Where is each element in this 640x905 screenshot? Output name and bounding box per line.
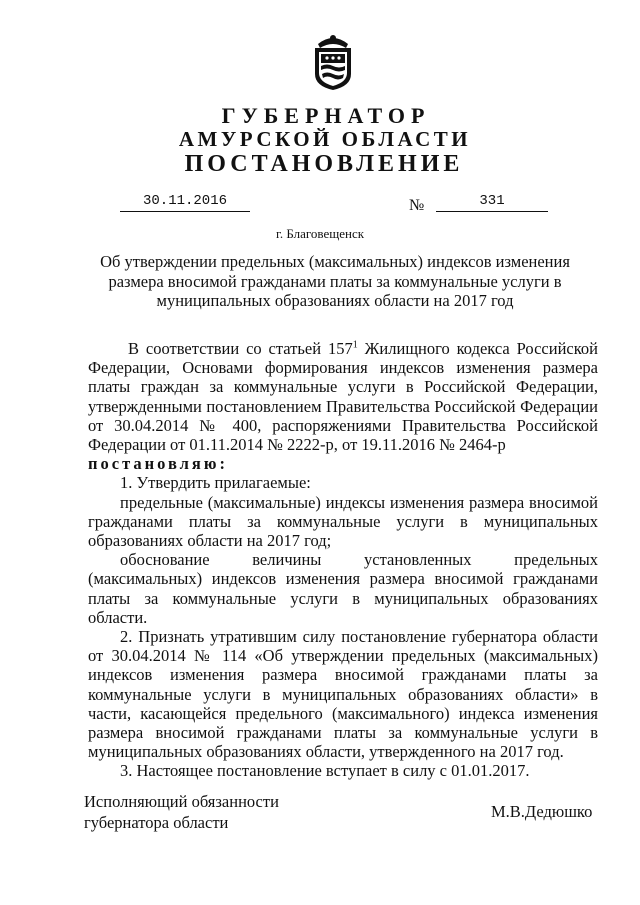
coat-of-arms-icon (310, 30, 356, 92)
position-line: Исполняющий обязанности (84, 792, 279, 811)
document-body (88, 339, 598, 781)
region-heading: АМУРСКОЙ ОБЛАСТИ (178, 127, 472, 151)
preamble-paragraph (88, 339, 598, 454)
title-line: муниципальных образованиях области на 2017 год (156, 291, 514, 310)
city-label: г. Благовещенск (275, 226, 365, 241)
document-title (100, 252, 570, 311)
item-1b: обоснование величины установленных предельных (максимальных) индексов изменения размера вносимой гражданами платы за коммунальные услуги в муниципальных образованиях области. (88, 550, 598, 627)
item-3: 3. Настоящее постановление вступает в силу с 01.01.2017. (120, 761, 530, 781)
item-1a: предельные (максимальные) индексы изменения размера вносимой гражданами платы за коммунальные услуги в муниципальных образованиях области на 2017 год; (88, 492, 598, 551)
number-sign: № (409, 197, 425, 214)
title-line: размера вносимой гражданами платы за коммунальные услуги в (108, 271, 562, 291)
document-number: 331 (436, 193, 548, 212)
preamble-text-start: В соответствии со статьей 157 (128, 339, 353, 358)
signatory-position (84, 791, 279, 833)
item-1: 1. Утвердить прилагаемые: (120, 473, 311, 493)
signatory-name: М.В.Дедюшко (491, 802, 593, 821)
document-type-heading: ПОСТАНОВЛЕНИЕ (184, 151, 464, 177)
article-superscript: 1 (352, 339, 358, 351)
document-date: 30.11.2016 (120, 193, 250, 212)
item-2: 2. Признать утратившим силу постановление губернатора области от 30.04.2014 № 114 «Об утверждении предельных (максимальных) индексов изменения размера вносимой гражданами платы за коммунальные услуги в муниципальных образованиях области» в части, касающейся предельного (максимального) индекса изменения размера вносимой гражданами платы за коммунальные услуги в муниципальных образованиях области, утвержденного на 2017 год. (88, 627, 598, 762)
title-line: Об утверждении предельных (максимальных) индексов изменения (100, 252, 570, 271)
preamble-text-end: Жилищного кодекса Российской Федерации, Основами формирования индексов изменения размера платы граждан за коммунальные услуги в Российской Федерации, утвержденными постановлением Правительства Российской Федерации от 30.04.2014 № 400, распоряжениями Правительства Российской Федерации от 01.11.2014 № 2222-р, от 19.11.2016 № 2464-р (88, 339, 598, 455)
position-line: губернатора области (84, 813, 229, 832)
governor-heading: ГУБЕРНАТОР (221, 103, 431, 128)
resolve-word: постановляю: (88, 454, 228, 474)
